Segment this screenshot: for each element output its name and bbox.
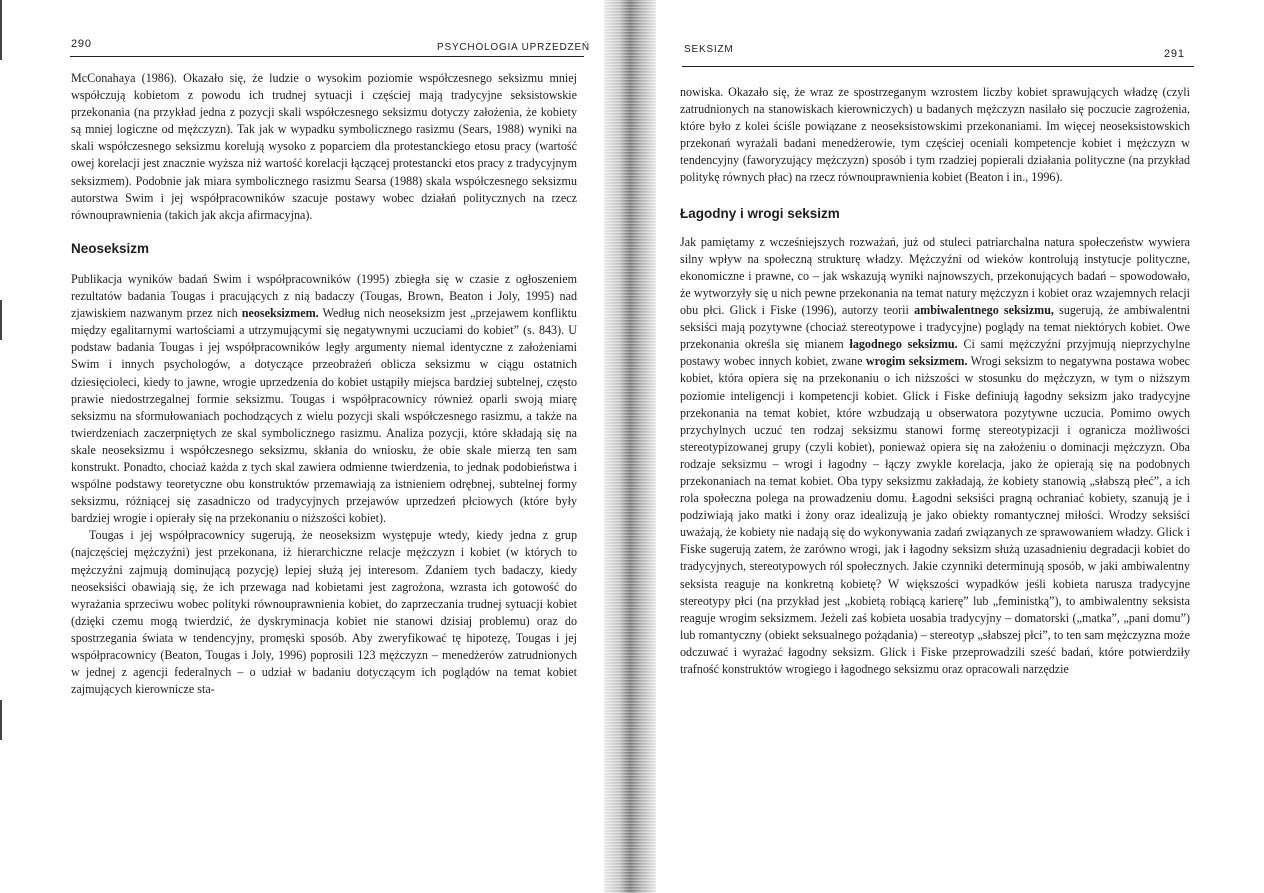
text-run: Wrogi seksizm to negatywna postawa wobec kobiet, która opiera się na przekonaniu o ich niższości w stosunku do mężczyzn, w tym o niższym poziomie inteligencji i kompetencji kobiet. Glick i Fiske definiują łagodny seksizm jako tradycyjne przekonania na temat kobiet, które wzbudzają u obserwatora pozytywne uczucia. Pomimo owych przychylnych uczuć ten rodzaj seksizmu stanowi formę stereotypizacji i ogranicza możliwości stereotypizowanej grupy (czyli kobiet), ponieważ opiera się na założeniu o dominacji mężczyzn. Oba rodzaje seksizmu – wrogi i łagodny – łączy zwykle korelacja, jako że opierają się na podobnych przekonaniach na temat kobiet. Oba typy seksizmu zakładają, że kobiety stanowią „słabszą płeć”, a ich rola społeczna polega na prowadzeniu domu. Łagodni seksiści pragną ochraniać kobiety, szanują je i podziwiają jako matki i żony oraz idealizują je jako obiekty romantycznej miłości. Wrodzy seksiści uważają, że kobiety nie nadają się do wykonywania zadań związanych ze sprawowaniem władzy. Glick i Fiske sugerują zatem, że zarówno wrogi, jak i łagodny seksizm służą uzasadnieniu degradacji kobiet do tradycyjnych, stereotypowych ról społecznych. Jakie czynniki determinują sposób, w jaki ambiwalentny seksista reaguje na konkretną kobietę? W większości wypadków jeśli kobieta narusza tradycyjne stereotypy płci (na przykład jest „kobietą robiącą karierę” lub „feministką”), to ambiwalentny seksista reaguje wrogim seksizmem. Jeżeli zaś kobieta uosabia tradycyjny – domatorski („matka”, „pani domu”) lub romantyczny (obiekt seksualnego pożądania) – stereotyp „słabszej płci”, to ten sam mężczyzna może odczuwać i wyrażać łagodny seksizm. Glick i Fiske przeprowadzili sześć badań, które potwierdziły trafność konstruktów wrogiego i łagodnego seksizmu oraz opracowali narzędzie [680, 354, 1190, 676]
left-page [0, 0, 604, 893]
left-body-text [71, 70, 577, 698]
section-heading: Łagodny i wrogi seksizm [680, 205, 840, 221]
paragraph: McConahaya (1986). Okazało się, że ludzie o wysokim poziomie współczesnego seksizmu mniej współczują kobietom z powodu ich trudnej sytuacji i częściej mają tradycyjne seksistowskie przekonania (na przykład jedna z pozycji skali współczesnego seksizmu dotyczy założenia, że kobiety są mniej logiczne od mężczyzn). Tak jak w wypadku symbolicznego rasizmu (Sears, 1988) wyniki na skali współczesnego seksizmu korelują wysoko z poparciem dla protestanckiego etosu pracy (wartość owej korelacji jest znacznie wyższa niż wartość korelacji łączącej protestancki etos pracy z tradycyjnym seksizmem). Podobnie jak miara symbolicznego rasizmu Searsa (1988) skala współczesnego seksizmu autorstwa Swim i jej współpracowników szacuje postawy wobec działań politycznych na rzecz równouprawnienia (takich jak akcja afirmacyjna). [71, 71, 577, 222]
section-heading: Neoseksizm [71, 240, 150, 256]
running-head: PSYCHOLOGIA UPRZEDZEŃ [437, 42, 590, 53]
page-edge-mark [0, 700, 2, 740]
header-rule [682, 66, 1194, 67]
page-number: 290 [71, 38, 92, 50]
text-run: Publikacja wyników badań Swim i współpracowników (1995) zbiegła się w czasie z ogłoszeniem rezultatów badania Tougas i pracujących z nią badaczy (Tougas, Brown, Beaton i Joly, 1995) nad zjawiskiem nazwanym przez nich [71, 271, 577, 321]
key-term: wrogim seksizmem. [865, 354, 968, 369]
key-term: neoseksizmem. [241, 306, 319, 321]
paragraph [71, 271, 577, 527]
header-rule [70, 56, 584, 57]
key-term: łagodnego seksizmu. [849, 337, 958, 352]
running-head: SEKSIZM [684, 44, 734, 55]
paragraph [680, 234, 1190, 678]
right-page [656, 0, 1264, 893]
paragraph: nowiska. Okazało się, że wraz ze spostrzeganym wzrostem liczby kobiet sprawujących władzę (czyli zatrudnionych na stanowiskach kierowniczych) u badanych mężczyzn nasilało się poczucie zagrożenia, które było z kolei ściśle powiązane z neoseksistowskimi przekonaniami. Im więcej neoseksistowskich przekonań wyrażali badani menedżerowie, tym częściej oceniali kompetencje kobiet i mężczyzn w tendencyjny (faworyzujący mężczyzn) sposób i tym rzadziej popierali działania polityczne (na przykład politykę równych płac) na rzecz równouprawnienia kobiet (Beaton i in., 1996). [680, 85, 1190, 185]
page-number: 291 [1164, 48, 1185, 60]
key-term: ambiwalentnego seksizmu, [914, 303, 1054, 318]
right-body-text [680, 84, 1190, 678]
page-edge-mark [0, 0, 2, 60]
text-run: sugerują, że ambiwalentni seksiści mają pozytywne (chociaż stereotypowe i tradycyjne) poglądy na temat niektórych kobiet. Owe przekonania określa się mianem [680, 303, 1190, 352]
text-run: Jak pamiętamy z wcześniejszych rozważań, już od stuleci patriarchalna natura społeczeństw wywiera silny wpływ na społeczną strukturę władzy. Mężczyźni od wieków kontrolują instytucje polityczne, ekonomiczne i prawne, co – jak wskazują wyniki najnowszych, przekonujących badań – spowodowało, że wytworzyły się u nich pewne przekonania na temat natury mężczyzn i kobiet oraz wzajemnych relacji obu płci. Glick i Fiske (1996), autorzy teorii [680, 234, 1190, 318]
text-run: Według nich neoseksizm jest „przejawem konfliktu między egalitarnymi wartościami a utrzymującymi się negatywnymi uczuciami do kobiet” (s. 843). U podstaw badania Tougas i jej współpracowników legły argumenty niemal identyczne z założeniami Swim i innych psychologów, a dotyczące przeobrażeń oblicza seksizmu w ciągu ostatnich dziesięcioleci, kiedy to jawne, wrogie uprzedzenia do kobiet ustąpiły miejsca bardziej subtelnej, często prawie niedostrzegalnej formie seksizmu. Tougas i współpracownicy również oparli swoją miarę seksizmu na sformułowaniach pochodzących z wielu pozycji skali współczesnego rasizmu, a także na twierdzeniach zaczerpniętych ze skal symbolicznego rasizmu. Analiza pozycji, które składają się na skale neoseksizmu i współczesnego seksizmu, skłania do wniosku, że obie skale mierzą ten sam konstrukt. Ponadto, chociaż każda z tych skal zawiera odmienne twierdzenia, to jednak podobieństwa i wspólne podstawy teoretyczne obu konstruktów przemawiają za istnieniem odrębnej, subtelnej formy seksizmu, różniącej się zasadniczo od tradycyjnych przejawów uprzedzeń płciowych (które były bardziej wrogie i opierały się na przekonaniu o niższości kobiet). [71, 306, 577, 526]
book-gutter [604, 0, 656, 893]
paragraph: Tougas i jej współpracownicy sugerują, że neoseksizm występuje wtedy, kiedy jedna z grup (najczęściej mężczyźni) jest przekonana, iż hierarchiczne relacje mężczyzn i kobiet (w których to mężczyźni zajmują dominującą pozycję) lepiej służą jej interesom. Zdaniem tych badaczy, kiedy neoseksiści obawiają się, że ich przewaga nad kobietami jest zagrożona, wzrasta ich gotowość do wyrażania sprzeciwu wobec polityki równouprawnienia kobiet, do zaprzeczania trudnej sytuacji kobiet (dzięki czemu mogą twierdzić, że dyskryminacja kobiet nie stanowi dzisiaj problemu) oraz do spostrzegania świata w tendencyjny, promęski sposób. Aby zweryfikować tę hipotezę, Tougas i jej współpracownicy (Beaton, Tougas i Joly, 1996) poprosili 123 mężczyzn – menedżerów zatrudnionych w jednej z agencji federalnych – o udział w badaniu dotyczącym ich poglądów na temat kobiet zajmujących kierownicze sta- [71, 528, 577, 697]
page-edge-mark [0, 300, 2, 340]
text-run: Ci sami mężczyźni przyjmują nieprzychylne postawy wobec innych kobiet, zwane [680, 337, 1190, 369]
